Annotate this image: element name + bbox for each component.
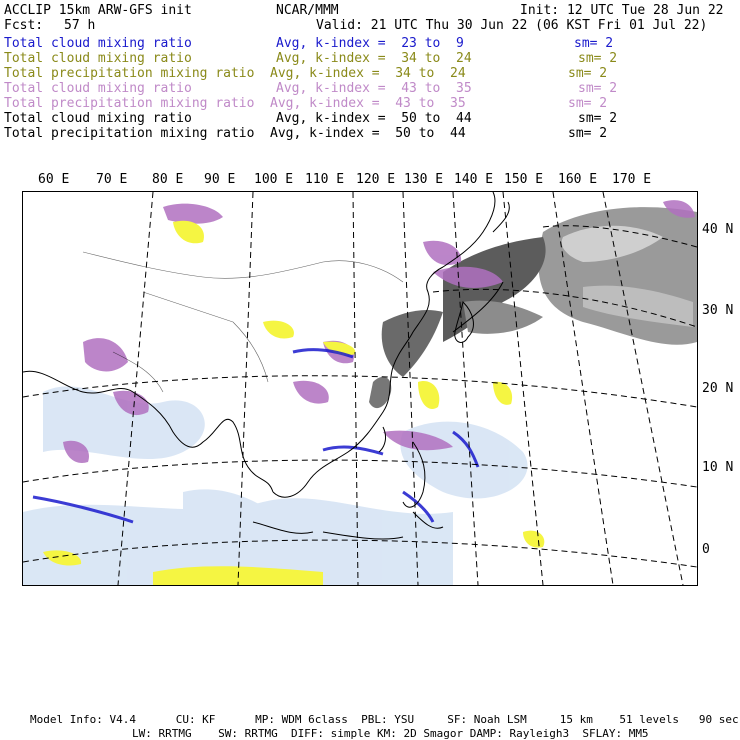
legend-row-field: Total precipitation mixing ratio (4, 66, 255, 81)
lon-label: 60 E (38, 172, 70, 187)
legend-row-avg: Avg, k-index = 43 to 35 (276, 81, 472, 96)
legend-row-field: Total cloud mixing ratio (4, 51, 192, 66)
lon-label: 150 E (504, 172, 544, 187)
lon-label: 90 E (204, 172, 236, 187)
legend-row-avg: Avg, k-index = 34 to 24 (270, 66, 466, 81)
legend-row-avg: Avg, k-index = 34 to 24 (276, 51, 472, 66)
org-label: NCAR/MMM (276, 3, 339, 18)
lon-label: 160 E (558, 172, 598, 187)
model-title: ACCLIP 15km ARW-GFS init (4, 3, 192, 18)
legend-row-field: Total cloud mixing ratio (4, 81, 192, 96)
legend-row-field: Total precipitation mixing ratio (4, 96, 255, 111)
init-time: Init: 12 UTC Tue 28 Jun 22 (520, 3, 724, 18)
lat-label: 10 N (702, 460, 734, 475)
lon-label: 120 E (356, 172, 396, 187)
legend-row-avg: Avg, k-index = 50 to 44 (270, 126, 466, 141)
lat-label: 40 N (702, 222, 734, 237)
valid-time: Valid: 21 UTC Thu 30 Jun 22 (06 KST Fri 01 Jul 22) (316, 18, 708, 33)
legend-row-field: Total cloud mixing ratio (4, 111, 192, 126)
lat-label: 20 N (702, 381, 734, 396)
map-panel (22, 191, 698, 586)
model-info-line1: Model Info: V4.4 CU: KF MP: WDM 6class PBL: YSU SF: Noah LSM 15 km 51 levels 90 sec (30, 713, 739, 726)
map-canvas (23, 192, 697, 585)
legend-row-field: Total precipitation mixing ratio (4, 126, 255, 141)
legend-row-sm: sm= 2 (568, 96, 608, 111)
legend-row-sm: sm= 2 (578, 81, 618, 96)
lat-label: 30 N (702, 303, 734, 318)
legend-row-sm: sm= 2 (568, 126, 608, 141)
legend-row-sm: sm= 2 (568, 66, 608, 81)
forecast-hours: 57 h (64, 18, 96, 33)
legend-row-sm: sm= 2 (578, 111, 618, 126)
legend-row-sm: sm= 2 (578, 51, 618, 66)
forecast-label: Fcst: (4, 18, 44, 33)
model-info-line2: LW: RRTMG SW: RRTMG DIFF: simple KM: 2D Smagor DAMP: Rayleigh3 SFLAY: MM5 (132, 727, 649, 740)
lon-label: 130 E (404, 172, 444, 187)
legend-row-field: Total cloud mixing ratio (4, 36, 192, 51)
legend-row-sm: sm= 2 (574, 36, 614, 51)
lat-label: 0 (702, 542, 710, 557)
gray-cloud-band (369, 207, 697, 408)
lon-label: 100 E (254, 172, 294, 187)
lon-label: 170 E (612, 172, 652, 187)
lon-label: 70 E (96, 172, 128, 187)
legend-row-avg: Avg, k-index = 43 to 35 (270, 96, 466, 111)
lon-label: 110 E (305, 172, 345, 187)
light-cloud-layer (23, 386, 528, 585)
lon-label: 80 E (152, 172, 184, 187)
legend-row-avg: Avg, k-index = 23 to 9 (276, 36, 464, 51)
lon-label: 140 E (454, 172, 494, 187)
legend-row-avg: Avg, k-index = 50 to 44 (276, 111, 472, 126)
